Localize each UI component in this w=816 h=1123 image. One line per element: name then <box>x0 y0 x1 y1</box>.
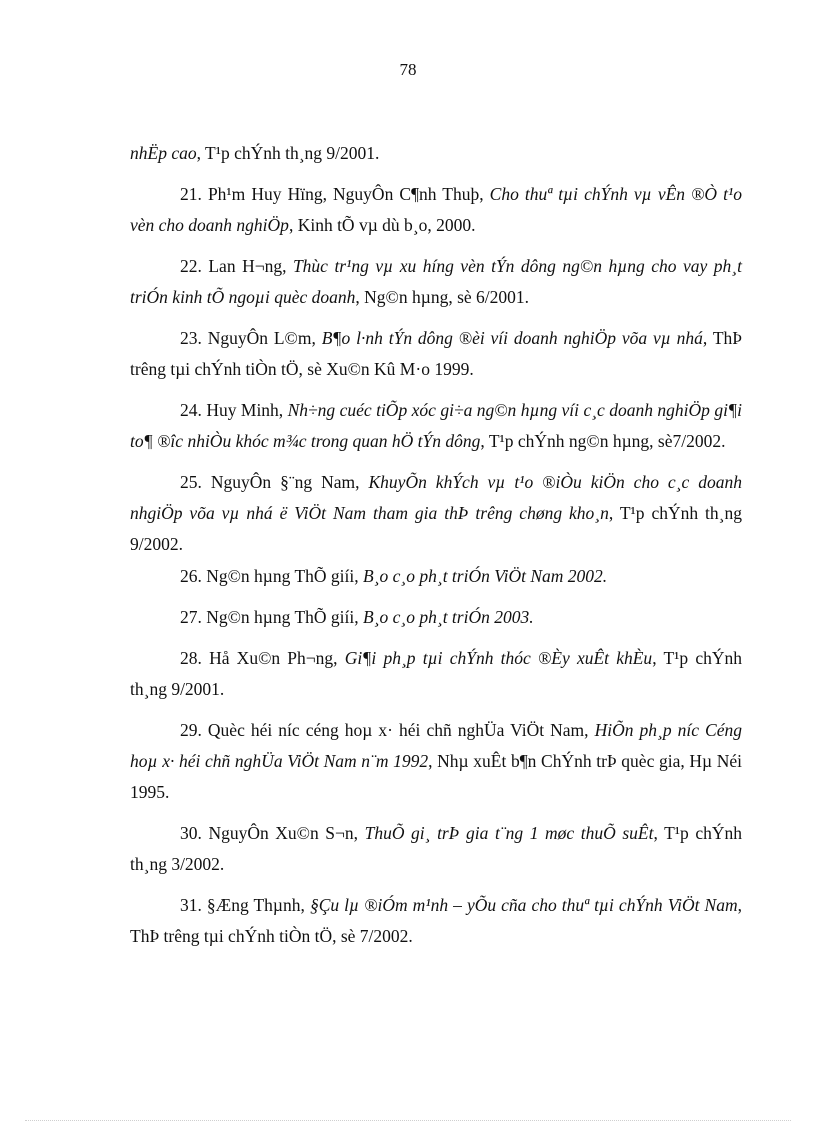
reference-title: nhËp cao <box>130 143 197 163</box>
reference-source: , ThÞ trêng tµi chÝnh tiÒn tÖ, sè 7/2002. <box>130 895 742 946</box>
reference-author: 31. §Æng Thµnh, <box>180 895 310 915</box>
reference-entry <box>130 395 742 457</box>
reference-author: 21. Ph¹m Huy Hïng, NguyÔn C¶nh Thuþ, <box>180 184 490 204</box>
reference-author: 28. Hå Xu©n Ph¬ng, <box>180 648 345 668</box>
reference-entry <box>130 179 742 241</box>
reference-title: Cho thuª tµi chÝnh vµ vÊn ®Ò t¹o vèn cho doanh nghiÖp <box>130 184 742 235</box>
reference-title: Nh÷ng cuéc tiÕp xóc gi÷a ng©n hµng víi c¸c doanh nghiÖp gi¶i to¶ ®îc nhiÒu khóc m¾c trong quan hÖ tÝn dông <box>130 400 742 451</box>
reference-source: , Nhµ xuÊt b¶n ChÝnh trÞ quèc gia, Hµ Néi 1995. <box>130 751 742 802</box>
reference-title: §Çu lµ ®iÓm m¹nh – yÕu cña cho thuª tµi chÝnh ViÖt Nam <box>309 895 738 915</box>
reference-title: B¸o c¸o ph¸t triÓn 2003. <box>363 607 534 627</box>
reference-source: , Kinh tÕ vµ dù b¸o, 2000. <box>288 215 476 235</box>
reference-author: 27. Ng©n hµng ThÕ giíi, <box>180 607 363 627</box>
reference-title: B¶o l·nh tÝn dông ®èi víi doanh nghiÖp võa vµ nhá <box>321 328 703 348</box>
reference-entry <box>130 138 742 169</box>
reference-title: KhuyÕn khÝch vµ t¹o ®iÒu kiÖn cho c¸c doanh nhgiÖp võa vµ nhá ë ViÖt Nam tham gia thÞ trêng chøng kho¸n <box>130 472 742 523</box>
reference-author: 24. Huy Minh, <box>180 400 288 420</box>
reference-author: 30. NguyÔn Xu©n S¬n, <box>180 823 365 843</box>
page-bottom-divider <box>25 1120 791 1121</box>
reference-title: HiÕn ph¸p níc Céng hoµ x· héi chñ nghÜa ViÖt Nam n¨m 1992 <box>130 720 742 771</box>
reference-author: 26. Ng©n hµng ThÕ giíi, <box>180 566 363 586</box>
reference-title: Gi¶i ph¸p tµi chÝnh thóc ®Èy xuÊt khÈu <box>344 648 653 668</box>
reference-entry <box>130 715 742 808</box>
reference-entry <box>130 323 742 385</box>
reference-entry <box>130 602 742 633</box>
reference-entry <box>130 251 742 313</box>
reference-source: , Ng©n hµng, sè 6/2001. <box>355 287 530 307</box>
reference-entry <box>130 467 742 560</box>
reference-author: 29. Quèc héi níc céng hoµ x· héi chñ nghÜa ViÖt Nam, <box>180 720 595 740</box>
reference-list <box>130 138 742 962</box>
reference-entry <box>130 818 742 880</box>
reference-author: 25. NguyÔn §¨ng Nam, <box>180 472 369 492</box>
reference-entry <box>130 643 742 705</box>
reference-source: , T¹p chÝnh ng©n hµng, sè7/2002. <box>480 431 726 451</box>
reference-source: , T¹p chÝnh th¸ng 3/2002. <box>130 823 743 874</box>
page-number: 78 <box>399 60 417 79</box>
reference-entry <box>130 561 742 592</box>
reference-source: , T¹p chÝnh th¸ng 9/2001. <box>130 648 742 699</box>
reference-author: 22. Lan H¬ng, <box>180 256 293 276</box>
reference-entry <box>130 890 742 952</box>
reference-title: Thùc tr¹ng vµ xu híng vèn tÝn dông ng©n hµng cho vay ph¸t triÓn kinh tÕ ngoµi quèc doanh <box>130 256 743 307</box>
reference-source: , T¹p chÝnh th¸ng 9/2001. <box>196 143 380 163</box>
reference-source: , ThÞ trêng tµi chÝnh tiÒn tÖ, sè Xu©n Kû M·o 1999. <box>130 328 743 379</box>
reference-author: 23. NguyÔn L©m, <box>180 328 322 348</box>
reference-title: B¸o c¸o ph¸t triÓn ViÖt Nam 2002. <box>363 566 608 586</box>
reference-title: ThuÕ gi¸ trÞ gia t¨ng 1 møc thuÕ suÊt <box>364 823 654 843</box>
reference-source: , T¹p chÝnh th¸ng 9/2002. <box>130 503 742 554</box>
